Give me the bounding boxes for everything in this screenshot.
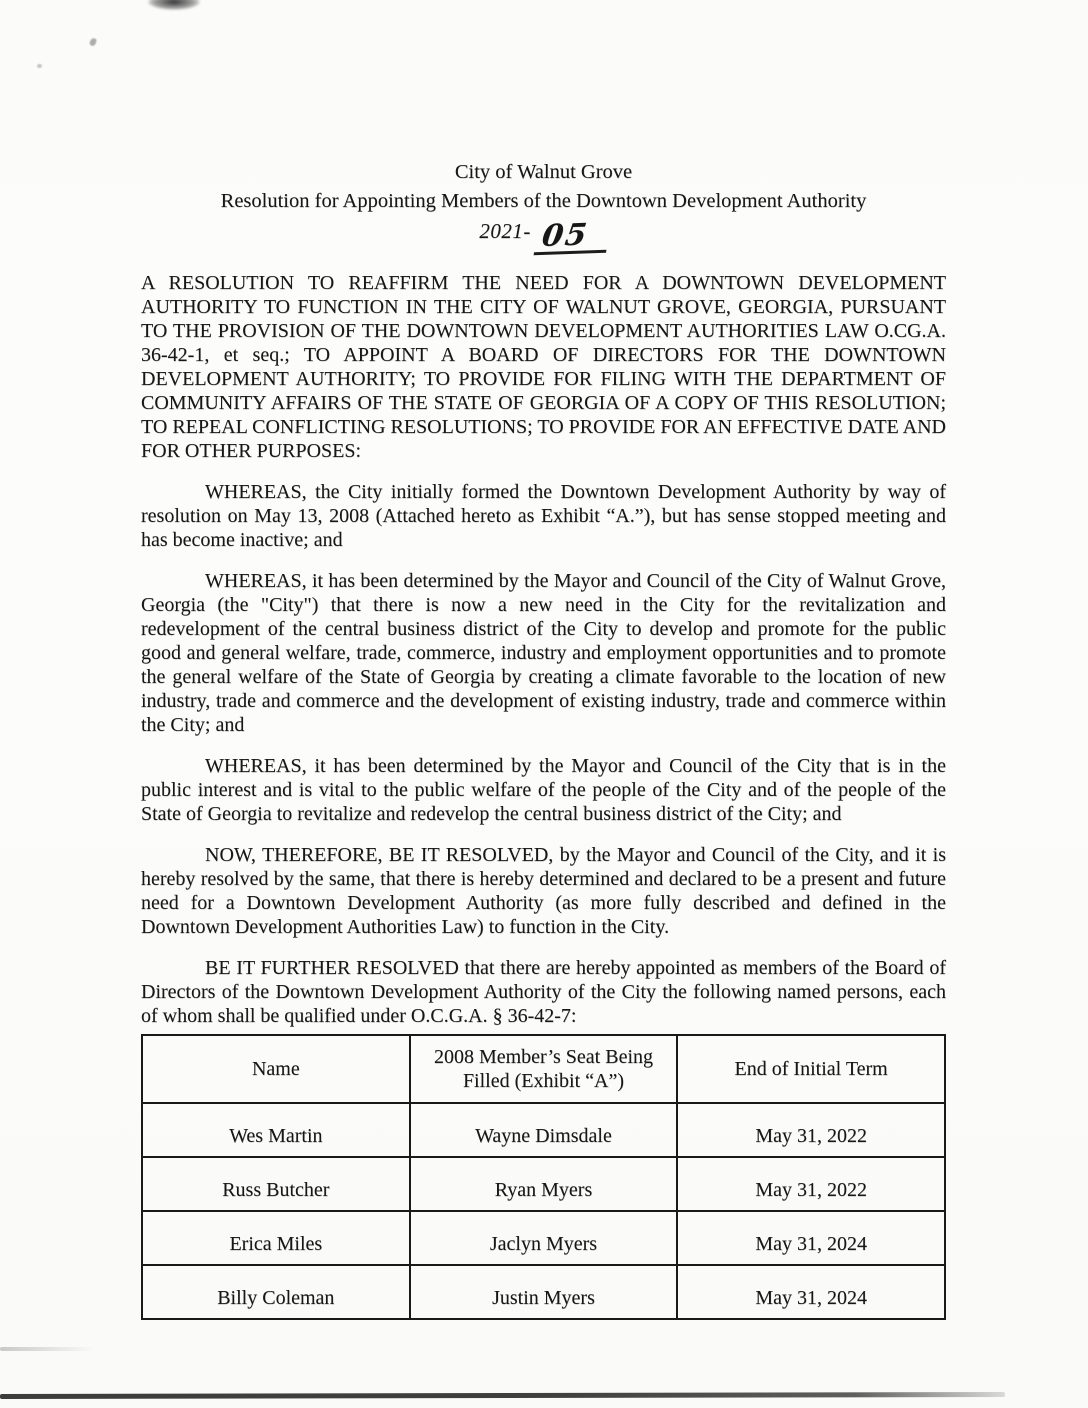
cell-term-end: May 31, 2022 xyxy=(677,1157,945,1211)
table-row xyxy=(142,1157,945,1211)
cell-member-name: Wes Martin xyxy=(142,1103,410,1157)
cell-member-name: Billy Coleman xyxy=(142,1265,410,1319)
cell-term-end: May 31, 2022 xyxy=(677,1103,945,1157)
table-row xyxy=(142,1103,945,1157)
scan-smudge-artifact xyxy=(148,0,200,10)
whereas-paragraph-2: WHEREAS, it has been determined by the Mayor and Council of the City of Walnut Grove, Georgia (the "City") that there is now a new need in the City for the revitalization and redevelopment of the central business district of the City to develop and promote for the public good and general welfare, trade, commerce, industry and employment opportunities and to promote the general welfare of the State of Georgia by creating a climate favorable to the location of new industry, trade and commerce and the development of existing industry, trade and commerce within the City; and xyxy=(141,570,946,736)
column-header-term: End of Initial Term xyxy=(677,1035,945,1103)
resolution-caption-paragraph: A RESOLUTION TO REAFFIRM THE NEED FOR A DOWNTOWN DEVELOPMENT AUTHORITY TO FUNCTION IN THE CITY OF WALNUT GROVE, GEORGIA, PURSUANT TO THE PROVISION OF THE DOWNTOWN DEVELOPMENT AUTHORITIES LAW O.CG.A. 36-42-1, et seq.; TO APPOINT A BOARD OF DIRECTORS FOR THE DOWNTOWN DEVELOPMENT AUTHORITY; TO PROVIDE FOR FILING WITH THE DEPARTMENT OF COMMUNITY AFFAIRS OF THE STATE OF GEORGIA OF A COPY OF THIS RESOLUTION; TO REPEAL CONFLICTING RESOLUTIONS; TO PROVIDE FOR AN EFFECTIVE DATE AND FOR OTHER PURPOSES: xyxy=(141,272,946,462)
cell-term-end: May 31, 2024 xyxy=(677,1265,945,1319)
table-body xyxy=(142,1103,945,1319)
header-city-line: City of Walnut Grove xyxy=(454,161,633,183)
cell-seat-filled: Wayne Dimsdale xyxy=(410,1103,678,1157)
scan-speck-artifact xyxy=(37,64,42,68)
document-header xyxy=(141,158,946,255)
whereas-paragraph-1: WHEREAS, the City initially formed the Downtown Development Authority by way of resolution on May 13, 2008 (Attached hereto as Exhibit “A.”), but has sense stopped meeting and has become inactive; and xyxy=(141,481,946,551)
header-title-line: Resolution for Appointing Members of the Downtown Development Authority xyxy=(220,190,867,212)
scan-speck-artifact xyxy=(89,37,98,47)
cell-seat-filled: Justin Myers xyxy=(410,1265,678,1319)
column-header-name: Name xyxy=(142,1035,410,1103)
scan-line-artifact xyxy=(0,1392,1005,1399)
resolution-number xyxy=(141,217,946,255)
table-header-row xyxy=(142,1035,945,1103)
table-row xyxy=(142,1265,945,1319)
cell-member-name: Erica Miles xyxy=(142,1211,410,1265)
board-members-table xyxy=(141,1034,946,1320)
scan-streak-artifact xyxy=(0,1347,95,1351)
cell-member-name: Russ Butcher xyxy=(142,1157,410,1211)
further-resolved-paragraph: BE IT FURTHER RESOLVED that there are hereby appointed as members of the Board of Directors of the Downtown Development Authority of the City the following named persons, each of whom shall be qualified under O.C.G.A. § 36-42-7: xyxy=(141,957,946,1027)
table-row xyxy=(142,1211,945,1265)
column-header-seat: 2008 Member’s Seat Being Filled (Exhibit “A”) xyxy=(410,1035,678,1103)
document-body xyxy=(141,271,946,1320)
resolved-paragraph: NOW, THEREFORE, BE IT RESOLVED, by the Mayor and Council of the City, and it is hereby resolved by the same, that there is hereby determined and declared to be a present and future need for a Downtown Development Authority (as more fully described and defined in the Downtown Development Authorities Law) to function in the City. xyxy=(141,844,946,938)
cell-seat-filled: Ryan Myers xyxy=(410,1157,678,1211)
cell-seat-filled: Jaclyn Myers xyxy=(410,1211,678,1265)
resolution-number-prefix: 2021- xyxy=(479,219,531,243)
resolution-number-handwritten: 05 xyxy=(533,222,610,255)
cell-term-end: May 31, 2024 xyxy=(677,1211,945,1265)
table-header xyxy=(142,1035,945,1103)
whereas-paragraph-3: WHEREAS, it has been determined by the Mayor and Council of the City that is in the public interest and is vital to the public welfare of the people of the City and of the people of the State of Georgia to revitalize and redevelop the central business district of the City; and xyxy=(141,755,946,825)
